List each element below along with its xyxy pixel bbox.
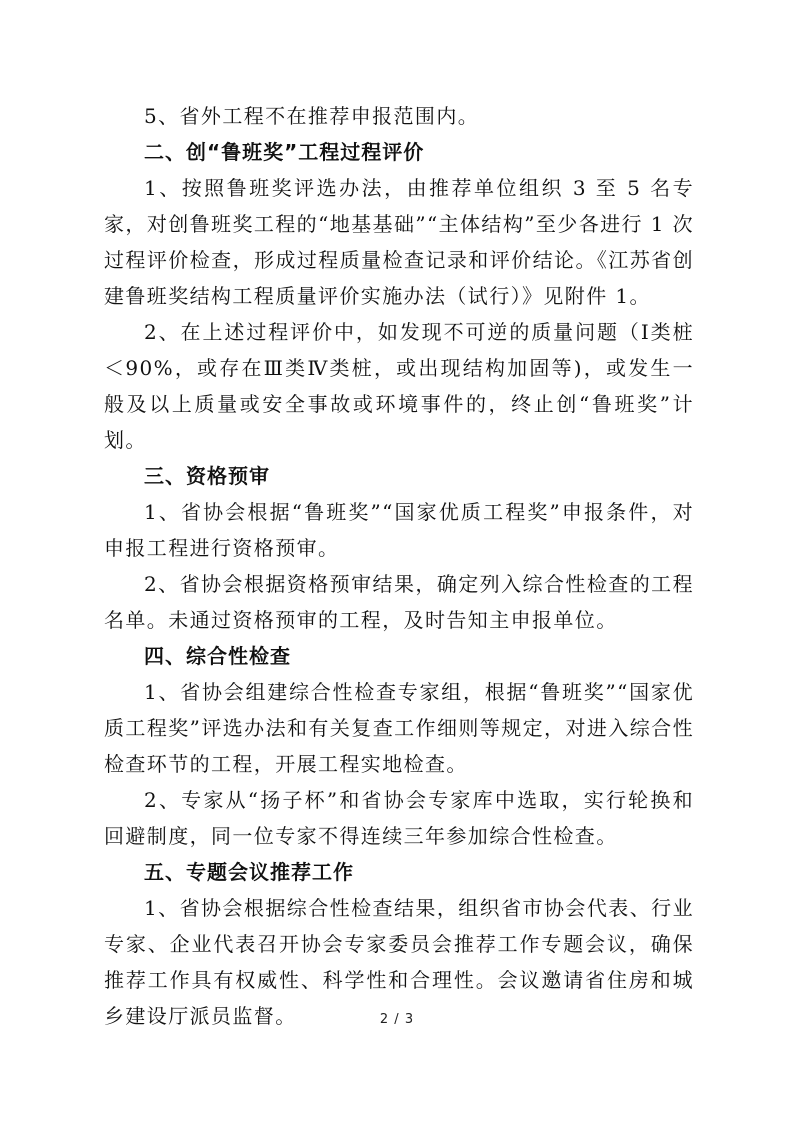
document-body [104,98,694,1034]
paragraph-process-evaluation-2: 2、在上述过程评价中，如发现不可逆的质量问题（Ⅰ类桩＜90%，或存在Ⅲ类Ⅳ类桩，或出现结构加固等)，或发生一般及以上质量或安全事故或环境事件的，终止创“鲁班奖”计划。 [104,320,694,452]
paragraph-inspection-2: 2、专家从“扬子杯”和省协会专家库中选取，实行轮换和回避制度，同一位专家不得连续三年参加综合性检查。 [104,788,694,848]
page-number: 2 / 3 [379,1012,415,1027]
paragraph-item-5: 5、省外工程不在推荐申报范围内。 [144,104,480,128]
paragraph-prequalification-1: 1、省协会根据“鲁班奖”“国家优质工程奖”申报条件，对申报工程进行资格预审。 [104,500,694,560]
section-heading-4: 四、综合性检查 [144,644,291,668]
paragraph-inspection-1: 1、省协会组建综合性检查专家组，根据“鲁班奖”“国家优质工程奖”评选办法和有关复查工作细则等规定，对进入综合性检查环节的工程，开展工程实地检查。 [104,680,694,776]
paragraph-meeting-1: 1、省协会根据综合性检查结果，组织省市协会代表、行业专家、企业代表召开协会专家委员会推荐工作专题会议，确保推荐工作具有权威性、科学性和合理性。会议邀请省住房和城乡建设厅派员监督。 [104,896,694,1028]
section-heading-3: 三、资格预审 [144,464,270,488]
section-heading-5: 五、专题会议推荐工作 [144,860,354,884]
section-heading-2: 二、创“鲁班奖”工程过程评价 [144,140,425,164]
paragraph-prequalification-2: 2、省协会根据资格预审结果，确定列入综合性检查的工程名单。未通过资格预审的工程，及时告知主申报单位。 [104,572,694,632]
paragraph-process-evaluation-1: 1、按照鲁班奖评选办法，由推荐单位组织 3 至 5 名专家，对创鲁班奖工程的“地基基础”“主体结构”至少各进行 1 次过程评价检查，形成过程质量检查记录和评价结论。《江苏省创建鲁班奖结构工程质量评价实施办法（试行）》见附件 1。 [104,176,694,308]
